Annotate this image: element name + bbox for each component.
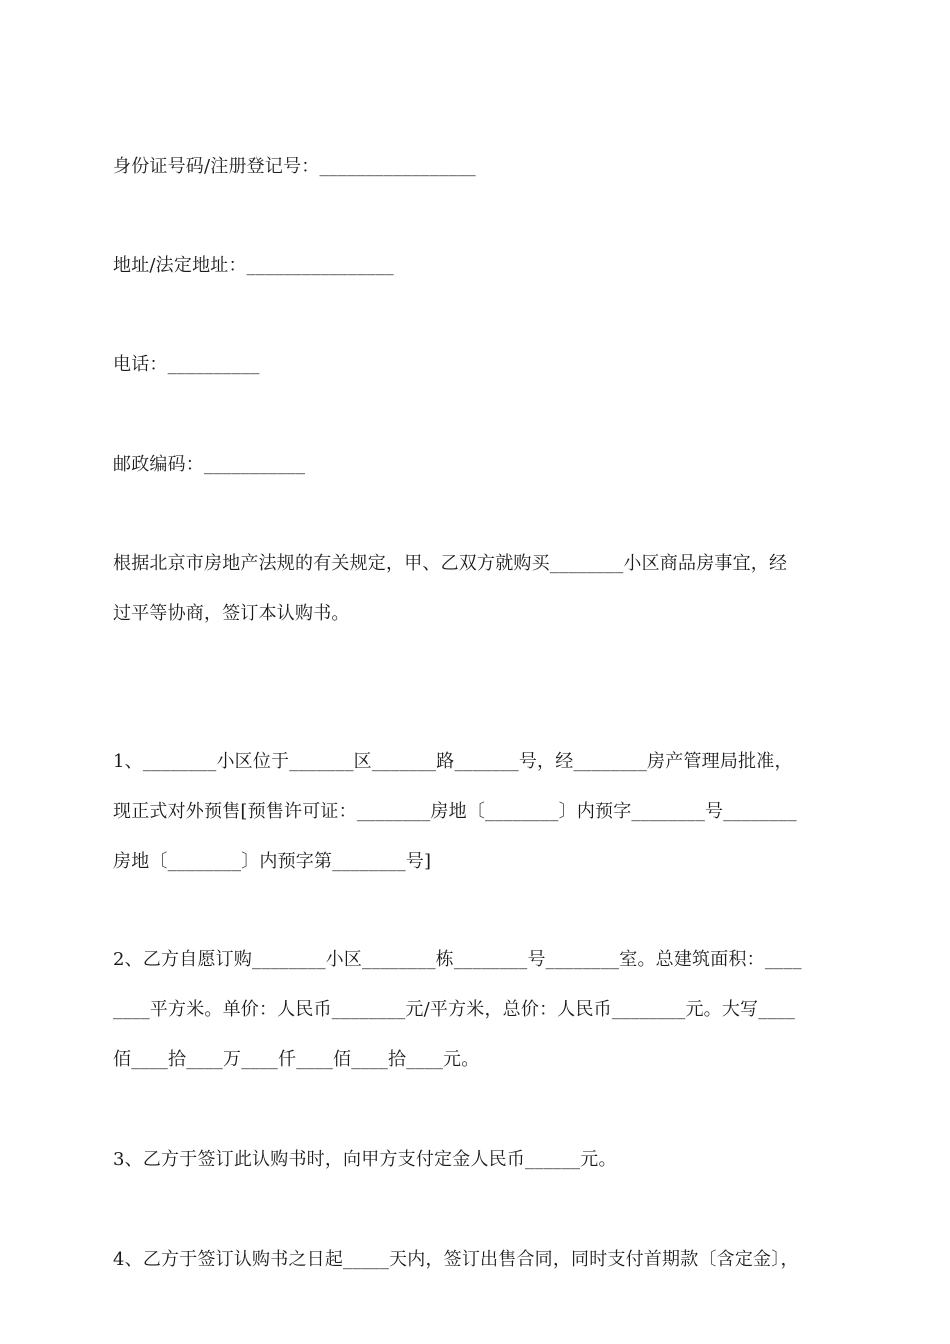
clause-2-line-1: 2、乙方自愿订购________小区________栋________号________室。总建筑面积：____ <box>113 949 802 970</box>
clause-3-line-1: 3、乙方于签订此认购书时，向甲方支付定金人民币______元。 <box>113 1149 617 1170</box>
clause-2-line-2: ____平方米。单价：人民币________元/平方米，总价：人民币________元。大写____ <box>113 999 796 1020</box>
clause-4-line-1: 4、乙方于签订认购书之日起_____天内，签订出售合同，同时支付首期款〔含定金〕， <box>113 1249 799 1270</box>
clause-1-line-1: 1、________小区位于_______区_______路_______号，经________房产管理局批准， <box>113 751 793 772</box>
clause-2-line-3: 佰____拾____万____仟____佰____拾____元。 <box>113 1049 480 1070</box>
phone-line: 电话：__________ <box>113 354 260 375</box>
intro-paragraph-line-2: 过平等协商，签订本认购书。 <box>113 603 350 624</box>
address-line: 地址/法定地址：________________ <box>113 255 394 276</box>
intro-paragraph-line-1: 根据北京市房地产法规的有关规定，甲、乙双方就购买________小区商品房事宜，经 <box>113 553 788 574</box>
clause-1-line-2: 现正式对外预售[预售许可证：________房地〔________〕内预字________号________ <box>113 801 797 822</box>
clause-1-line-3: 房地〔________〕内预字第________号] <box>113 851 432 872</box>
id-number-line: 身份证号码/注册登记号：_________________ <box>113 156 476 177</box>
postal-code-line: 邮政编码：___________ <box>113 454 306 475</box>
